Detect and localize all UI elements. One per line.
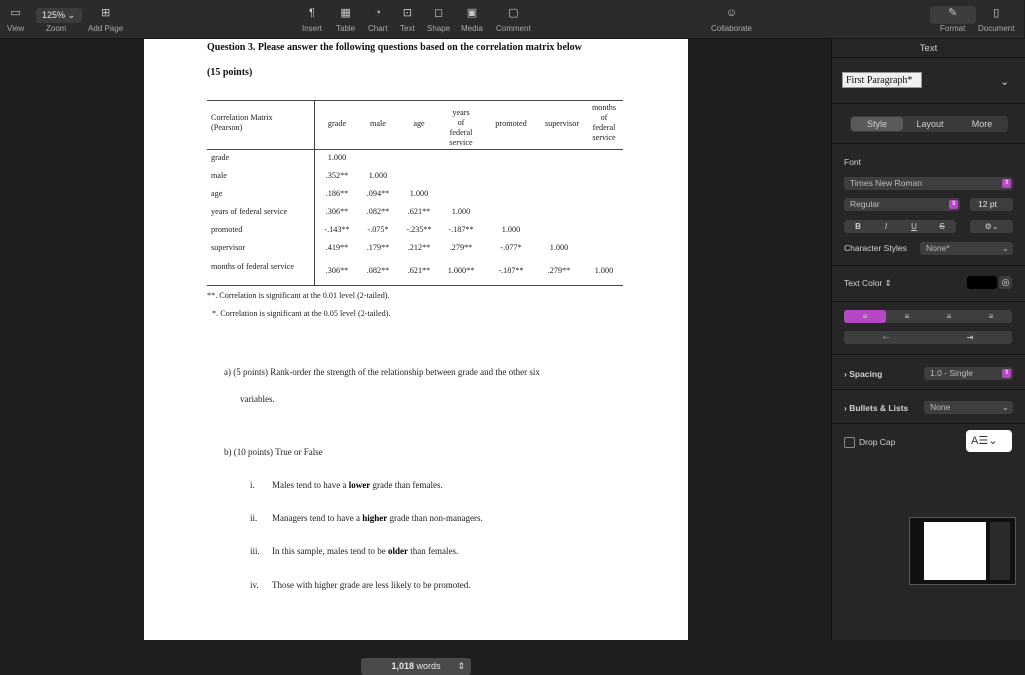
updown-icon: ⇕ xyxy=(1003,370,1010,376)
table-cell: .306** xyxy=(325,207,349,216)
table-cell: 1.000 xyxy=(549,243,569,252)
table-cell: 1.000 xyxy=(368,171,388,180)
item-text-bold: older xyxy=(387,546,408,556)
table-cell: 1.000 xyxy=(501,225,521,234)
indent-icon[interactable]: ⇥ xyxy=(966,333,974,342)
row-label: grade xyxy=(211,153,230,162)
chart-button[interactable]: ◔ Chart xyxy=(368,7,388,33)
collaborate-icon: ☺ xyxy=(725,7,738,19)
table-cell: .279** xyxy=(449,243,473,252)
sidebar-title: Text xyxy=(919,43,938,54)
drop-cap-style-button[interactable]: A☰⌄ xyxy=(966,430,1012,452)
document-page[interactable] xyxy=(144,39,688,640)
outdent-icon[interactable]: ⇤ xyxy=(882,333,890,342)
chevron-down-icon: ⌄ xyxy=(67,10,76,20)
question-points: (15 points) xyxy=(207,67,253,78)
table-icon: ▦ xyxy=(340,7,351,19)
item-text-pre: Those with higher grade are less likely to be promoted. xyxy=(272,580,471,590)
table-cell: 1.000 xyxy=(451,207,471,216)
table-cell: 1.000 xyxy=(409,189,429,198)
divider xyxy=(832,103,1025,104)
table-cell: .621** xyxy=(407,207,431,216)
table-cell: -.235** xyxy=(406,225,432,234)
indent-buttons xyxy=(844,331,1012,344)
footnote-1: **. Correlation is significant at the 0.01 level (2-tailed). xyxy=(207,291,390,300)
item-text-post: grade than non-managers. xyxy=(387,513,483,523)
part-a-text: a) (5 points) Rank-order the strength of the relationship between grade and the other six xyxy=(224,367,540,377)
char-style-buttons xyxy=(844,220,956,233)
row-label: age xyxy=(211,189,223,198)
table-title: Correlation Matrix (Pearson) xyxy=(211,113,273,132)
column-header: promoted xyxy=(495,119,527,128)
divider xyxy=(832,143,1025,144)
table-cell: 1.000 xyxy=(594,266,614,275)
row-label: promoted xyxy=(211,225,243,234)
table-cell: .082** xyxy=(366,266,390,275)
divider xyxy=(832,389,1025,390)
text-box-icon: ⊡ xyxy=(402,7,412,19)
bullets-disclosure[interactable]: › Bullets & Lists xyxy=(844,403,909,413)
table-cell: .279** xyxy=(547,266,571,275)
table-cell: .419** xyxy=(325,243,349,252)
word-count-button[interactable]: 1,018 words ⇕ xyxy=(361,658,471,675)
item-number: iv. xyxy=(250,580,259,590)
zoom-select[interactable]: 125% ⌄ xyxy=(36,8,82,23)
thumbnail-sidebar xyxy=(990,522,1010,580)
comment-button[interactable]: ▢ Comment xyxy=(496,7,531,33)
footnote-2: *. Correlation is significant at the 0.05 level (2-tailed). xyxy=(212,309,391,318)
bold-button[interactable]: B xyxy=(855,222,861,231)
italic-button[interactable]: I xyxy=(884,222,888,231)
table-cell: .212** xyxy=(407,243,431,252)
item-text-pre: In this sample, males tend to be xyxy=(272,546,388,556)
row-label: years of federal service xyxy=(211,207,288,216)
item-text xyxy=(272,546,458,556)
tab-layout[interactable]: Layout xyxy=(916,119,944,129)
item-text-pre: Males tend to have a xyxy=(272,480,349,490)
font-family-select[interactable]: Times New Roman ⇕ xyxy=(844,177,1013,190)
font-weight-select[interactable]: Regular ⇕ xyxy=(844,198,960,211)
tab-more[interactable]: More xyxy=(971,119,993,129)
divider xyxy=(832,265,1025,266)
strikethrough-button[interactable]: S xyxy=(939,222,945,231)
toolbar xyxy=(0,0,1024,39)
column-header: grade xyxy=(327,119,347,128)
paintbrush-icon: ✎ xyxy=(948,7,958,19)
bullets-select[interactable]: None ⌄ xyxy=(924,401,1013,414)
divider xyxy=(832,354,1025,355)
pilcrow-icon: ¶ xyxy=(309,7,315,19)
style-tabs xyxy=(850,116,1008,132)
column-header: months of federal service xyxy=(591,103,617,142)
text-options-button[interactable] xyxy=(970,220,1013,233)
item-text-bold: lower xyxy=(348,480,371,490)
question-title: Question 3. Please answer the following questions based on the correlation matrix below xyxy=(207,42,582,53)
table-cell: -.187** xyxy=(448,225,474,234)
updown-icon: ⇕ xyxy=(884,278,892,288)
document-icon: ▯ xyxy=(993,7,1000,19)
color-wheel-icon[interactable]: ◎ xyxy=(999,276,1012,289)
table-cell: .179** xyxy=(366,243,390,252)
item-number: iii. xyxy=(250,546,260,556)
part-b-text: b) (10 points) True or False xyxy=(224,447,323,457)
font-size-stepper[interactable]: 12 pt xyxy=(970,198,1013,211)
part-a-text-cont: variables. xyxy=(240,394,275,404)
row-label: supervisor xyxy=(211,243,246,252)
updown-icon: ⇕ xyxy=(950,201,957,207)
table-cell: .082** xyxy=(366,207,390,216)
comment-icon: ▢ xyxy=(508,7,519,19)
table-cell: .621** xyxy=(407,266,431,275)
drop-cap-checkbox[interactable] xyxy=(844,437,855,448)
document-canvas[interactable] xyxy=(0,39,831,671)
media-icon: ▣ xyxy=(466,7,478,19)
chevron-down-icon: ⌄ xyxy=(1001,402,1009,412)
tab-style[interactable]: Style xyxy=(851,117,903,131)
gear-icon: ⚙⌄ xyxy=(984,222,999,231)
row-label: months of federal service xyxy=(211,262,294,271)
table-cell: -.077* xyxy=(500,243,522,252)
updown-icon: ⇕ xyxy=(457,661,465,671)
shape-icon: ◻ xyxy=(434,7,444,19)
updown-icon: ⇕ xyxy=(1003,180,1010,186)
paragraph-style-select[interactable]: First Paragraph* xyxy=(842,72,922,88)
column-header: years of federal service xyxy=(449,108,473,147)
insert-button[interactable]: ¶ Insert xyxy=(302,7,323,33)
page-thumbnail[interactable] xyxy=(909,517,1016,585)
collaborate-button[interactable]: ☺ Collaborate xyxy=(711,7,752,33)
zoom-label-wrap: Zoom xyxy=(46,24,67,33)
table-cell: .094** xyxy=(366,189,390,198)
align-center-icon[interactable]: ≡ xyxy=(904,312,910,321)
item-text-bold: higher xyxy=(362,513,388,523)
table-cell: 1.000 xyxy=(327,153,347,162)
table-cell: 1.000** xyxy=(447,266,475,275)
divider xyxy=(832,423,1025,424)
chevron-down-icon: ⌄ xyxy=(1001,243,1009,253)
column-header: age xyxy=(413,119,425,128)
chevron-right-icon: › xyxy=(844,403,847,413)
document-button[interactable]: ▯ Document xyxy=(978,7,1015,33)
chevron-down-icon[interactable]: ⌄ xyxy=(1000,76,1010,88)
item-text-post: than females. xyxy=(407,546,459,556)
sidebar-view-icon: ▭ xyxy=(10,7,21,19)
text-color-label[interactable]: Text Color ⇕ xyxy=(844,278,892,288)
table-cell: .352** xyxy=(325,171,349,180)
item-number: ii. xyxy=(250,513,258,523)
table-cell: -.075* xyxy=(367,225,389,234)
table-cell: -.143** xyxy=(324,225,350,234)
align-right-icon[interactable]: ≡ xyxy=(946,312,952,321)
column-header: male xyxy=(370,119,386,128)
item-number: i. xyxy=(250,480,255,490)
divider xyxy=(832,57,1025,58)
column-header: supervisor xyxy=(544,119,580,128)
justify-icon[interactable]: ≡ xyxy=(988,312,994,321)
shape-button[interactable]: ◻ Shape xyxy=(427,7,451,33)
font-label: Font xyxy=(844,157,862,167)
item-text xyxy=(272,580,470,590)
underline-button[interactable]: U xyxy=(911,222,917,231)
divider xyxy=(832,301,1025,302)
table-bottom-line xyxy=(207,285,623,286)
spacing-disclosure[interactable]: › Spacing xyxy=(844,369,883,379)
drop-cap-label: Drop Cap xyxy=(859,437,896,447)
thumbnail-page xyxy=(924,522,986,580)
character-styles-label: Character Styles xyxy=(844,243,907,253)
view-button[interactable]: ▭ View xyxy=(7,7,25,33)
text-button[interactable]: ⊡ Text xyxy=(400,7,415,33)
text-color-well[interactable] xyxy=(967,276,997,289)
table-cell: .306** xyxy=(325,266,349,275)
character-styles-select[interactable]: None* ⌄ xyxy=(920,242,1013,255)
table-top-line xyxy=(207,100,623,101)
item-text-pre: Managers tend to have a xyxy=(272,513,363,523)
row-label: male xyxy=(211,171,227,180)
chevron-right-icon: › xyxy=(844,369,847,379)
item-text xyxy=(272,480,443,490)
add-page-icon: ⊞ xyxy=(100,7,111,19)
table-cell: -.187** xyxy=(498,266,524,275)
item-text-post: grade than females. xyxy=(370,480,443,490)
table-button[interactable]: ▦ Table xyxy=(336,7,356,33)
table-cell: .186** xyxy=(325,189,349,198)
item-text xyxy=(272,513,483,523)
alignment-buttons xyxy=(844,310,1012,323)
format-button[interactable]: ✎ Format xyxy=(940,7,966,33)
chart-icon: ◔ xyxy=(374,7,382,19)
align-left-icon[interactable]: ≡ xyxy=(844,310,886,323)
media-button[interactable]: ▣ Media xyxy=(461,7,483,33)
add-page-button[interactable]: ⊞ Add Page xyxy=(88,7,124,33)
spacing-select[interactable]: 1.0 - Single ⇕ xyxy=(924,367,1013,380)
table-header-line xyxy=(207,149,623,150)
